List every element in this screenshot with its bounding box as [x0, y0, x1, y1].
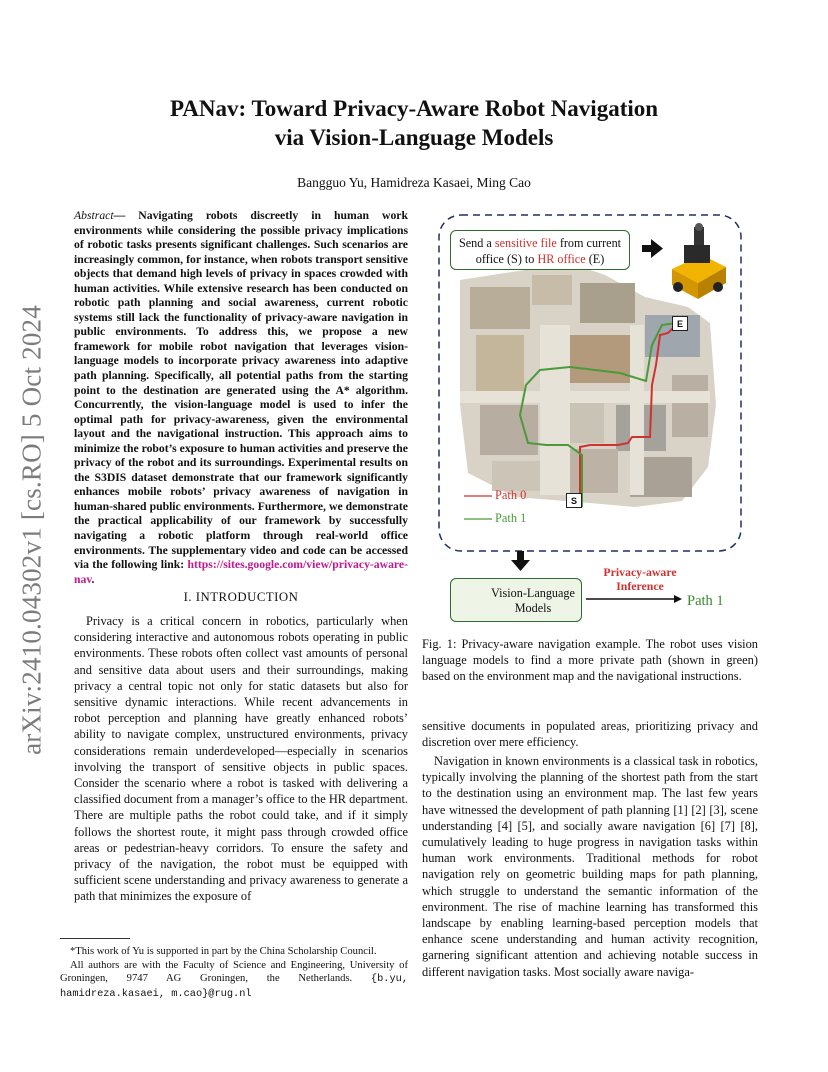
marker-end: E: [672, 316, 688, 331]
right-paragraph-1: sensitive documents in populated areas, prioritizing privacy and discretion over mere efficiency.: [422, 719, 758, 750]
inference-result: Path 1: [687, 593, 724, 609]
paper-title: [60, 94, 768, 152]
arrow-right-icon: [642, 239, 663, 258]
project-link[interactable]: https://sites.google.com/view/privacy-aware-nav: [74, 558, 408, 586]
abstract-text: — Navigating robots discreetly in human work environments while considering the possible privacy implications of robotic tasks presents significant challenges. Such scenarios are increasingly common, for instance, when robots transport sensitive objects that demand high levels of privacy in spaces crowded with human activities. While extensive research has been conducted on robotic path planning and social awareness, current robotic systems still lack the functionality of privacy-aware navigation in public environments. To address this, we propose a new framework for mobile robot navigation that leverages vision-language models to incorporate privacy awareness into adaptive path planning. Specifically, all potential paths from the starting point to the destination are generated using the A* algorithm. Concurrently, the vision-language model is used to infer the optimal path for privacy-awareness, given the environmental layout and the navigational instruction. This approach aims to minimize the robot’s exposure to human activities and preserve the privacy of the robot and its surroundings. Experimental results on the S3DIS dataset demonstrate that our framework significantly enhances mobile robots’ privacy awareness of navigation in human-shared public environments. Furthermore, we demonstrate the practical applicability of our framework by successfully navigating a robotic platform through real-world office environments. The supplementary video and code can be accessed via the following link:: [74, 209, 408, 572]
abstract-label: Abstract: [74, 209, 114, 222]
marker-start: S: [566, 493, 582, 508]
arxiv-identifier-text: arXiv:2410.04302v1 [cs.RO] 5 Oct 2024: [16, 305, 47, 755]
robot-image: [672, 223, 726, 299]
author-emails: {b.yu, hamidreza.kasaei, m.cao}@rug.nl: [60, 973, 408, 1000]
vlm-box: [450, 578, 582, 622]
footnote-rule: [60, 938, 130, 939]
legend-path-0: Path 0: [495, 488, 527, 502]
footnote-funding: *This work of Yu is supported in part by the China Scholarship Council.: [70, 946, 377, 957]
privacy-inference-label: Privacy-aware Inference: [603, 565, 677, 593]
instruction-box: Send a sensitive file from current office (S) to HR office (E): [450, 230, 630, 270]
arrow-down-icon: [511, 551, 530, 571]
figure-caption: Fig. 1: Privacy-aware navigation example. The robot uses vision language models to find a more private path (shown in green) based on the environment map and the navigational instructions.: [422, 637, 758, 684]
intro-paragraph: Privacy is a critical concern in robotics, particularly when considering interactive and autonomous robots operating in public environments. These robots often collect vast amounts of personal and sensitive data about users and their surroundings, making privacy a central topic not only for static datasets but also for sensitive dynamic interactions. While recent advancements in robot perception and planning have greatly enhanced robots’ ability to navigate complex, unstructured environments, privacy considerations remain underdeveloped—especially in scenarios involving the transport of sensitive objects in public spaces. Consider the scenario where a robot is tasked with delivering a classified document from a manager’s office to the HR department. There are multiple paths the robot could take, and if it simply follows the shortest route, it might pass through crowded office areas or pedestrian-heavy corridors. To ensure the safety and privacy of the navigation, the robot must be equipped with sufficient scene understanding and privacy awareness to generate a path that minimizes the exposure of: [74, 614, 408, 904]
title-line-1: PANav: Toward Privacy-Aware Robot Navigation: [169, 96, 659, 121]
legend-path-1: Path 1: [495, 511, 527, 525]
vlm-label: Vision-Language Models: [491, 586, 575, 615]
right-paragraph-2: Navigation in known environments is a classical task in robotics, typically involving the planning of the shortest path from the start to the destination using an environment map. The last few years have witnessed the development of path planning [1] [2] [3], scene understanding [4] [5], and socially aware navigation [6] [7] [8], cumulatively leading to huge progress in navigation tasks within human work environments. Traditional methods for robot navigation rely on geometric building maps for path planning, which struggle to understand the semantic information of the environment. The rise of machine learning has transformed this landscape by enabling learning-based perception models that enhance scene understanding and human activity recognition, garnering significant attention and achieving notable success in different navigation tasks. Most socially aware naviga-: [422, 754, 758, 979]
abstract: Abstract— Navigating robots discreetly in human work environments while considering the possible privacy implications of robotic tasks presents significant challenges. Such scenarios are increasingly common, for instance, when robots transport sensitive objects that demand high levels of privacy in spaces crowded with human activities. While extensive research has been conducted on robotic path planning and social awareness, current robotic systems still lack the functionality of privacy-aware navigation in public environments. To address this, we propose a new framework for mobile robot navigation that leverages vision-language models to incorporate privacy awareness into adaptive path planning. Specifically, all potential paths from the starting point to the destination are generated using the A* algorithm. Concurrently, the vision-language model is used to infer the optimal path for privacy-awareness, given the environmental layout and the navigational instruction. This approach aims to minimize the robot’s exposure to human activities and preserve the privacy of the robot and its surroundings. Experimental results on the S3DIS dataset demonstrate that our framework significantly enhances mobile robots’ privacy awareness of navigation in human-shared public environments. Furthermore, we demonstrate the practical applicability of our framework by successfully navigating a robotic platform through real-world office environments. The supplementary video and code can be accessed via the following link: https://sites.google.com/view/privacy-aware-nav.: [74, 209, 408, 586]
footnote-affiliation: All authors are with the Faculty of Science and Engineering, University of Groningen, 9747 AG Groningen, the Netherlands. {b.yu, hamidreza.kasaei, m.cao}@rug.nl: [60, 959, 408, 1000]
section-heading-introduction: I. INTRODUCTION: [183, 590, 299, 604]
floor-plan-map: [460, 263, 716, 507]
highlight-sensitive-file: sensitive file: [494, 236, 557, 250]
arxiv-identifier: [10, 295, 54, 765]
highlight-hr-office: HR office: [537, 252, 586, 266]
footnotes: [60, 945, 408, 1001]
author-list: Bangguo Yu, Hamidreza Kasaei, Ming Cao: [297, 175, 531, 190]
title-line-2: via Vision-Language Models: [274, 125, 554, 150]
